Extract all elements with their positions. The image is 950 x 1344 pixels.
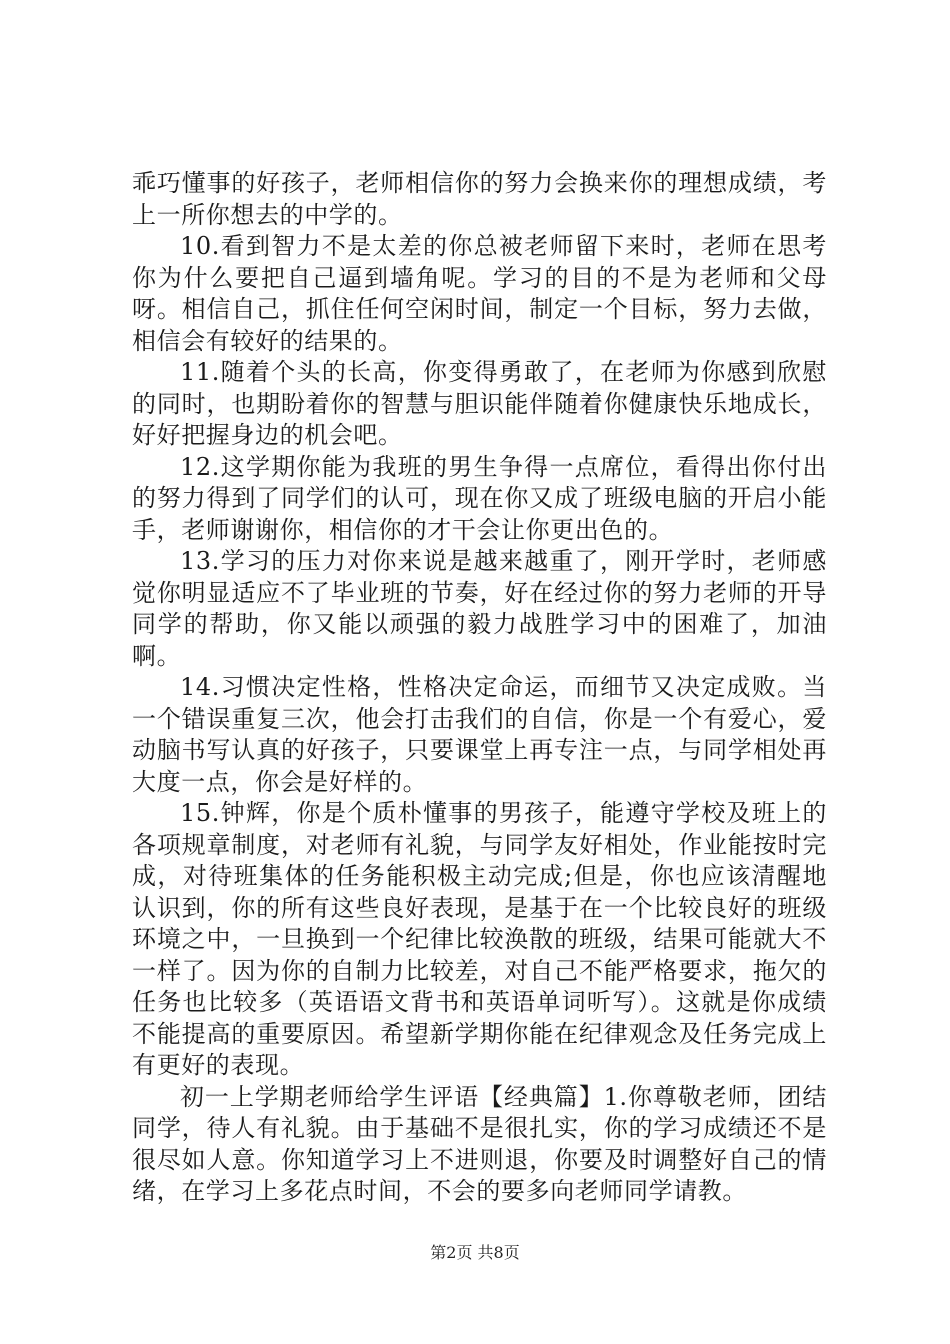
paragraph-item-15: 15.钟辉，你是个质朴懂事的男孩子，能遵守学校及班上的各项规章制度，对老师有礼貌，与同学友好相处，作业能按时完成，对待班集体的任务能积极主动完成;但是，你也应该清醒地认识到，你的所有这些良好表现，是基于在一个比较良好的班级环境之中，一旦换到一个纪律比较涣散的班级，结果可能就大不一样了。因为你的自制力比较差，对自己不能严格要求，拖欠的任务也比较多（英语语文背书和英语单词听写）。这就是你成绩不能提高的重要原因。希望新学期你能在纪律观念及任务完成上有更好的表现。	[132, 799, 827, 1079]
paragraph-item-10: 10.看到智力不是太差的你总被老师留下来时，老师在思考你为什么要把自己逼到墙角呢。学习的目的不是为老师和父母呀。相信自己，抓住任何空闲时间，制定一个目标，努力去做，相信会有较好的结果的。	[132, 232, 827, 355]
page-number-footer: 第2页 共8页	[430, 1243, 520, 1262]
paragraph-item-14: 14.习惯决定性格，性格决定命运，而细节又决定成败。当一个错误重复三次，他会打击我们的自信，你是一个有爱心，爱动脑书写认真的好孩子，只要课堂上再专注一点，与同学相处再大度一点，你会是好样的。	[132, 673, 827, 796]
paragraph-section-classic: 初一上学期老师给学生评语【经典篇】1.你尊敬老师，团结同学，待人有礼貌。由于基础不是很扎实，你的学习成绩还不是很尽如人意。你知道学习上不进则退，你要及时调整好自己的情绪，在学习上多花点时间，不会的要多向老师同学请教。	[132, 1082, 827, 1205]
document-body	[132, 168, 827, 1208]
paragraph-item-12: 12.这学期你能为我班的男生争得一点席位，看得出你付出的努力得到了同学们的认可，现在你又成了班级电脑的开启小能手，老师谢谢你，相信你的才干会让你更出色的。	[132, 452, 827, 544]
paragraph-continuation: 乖巧懂事的好孩子，老师相信你的努力会换来你的理想成绩，考上一所你想去的中学的。	[132, 169, 827, 229]
paragraph-item-13: 13.学习的压力对你来说是越来越重了，刚开学时，老师感觉你明显适应不了毕业班的节奏，好在经过你的努力老师的开导同学的帮助，你又能以顽强的毅力战胜学习中的困难了，加油啊。	[132, 547, 827, 670]
paragraph-item-11: 11.随着个头的长高，你变得勇敢了，在老师为你感到欣慰的同时，也期盼着你的智慧与胆识能伴随着你健康快乐地成长，好好把握身边的机会吧。	[132, 358, 827, 449]
